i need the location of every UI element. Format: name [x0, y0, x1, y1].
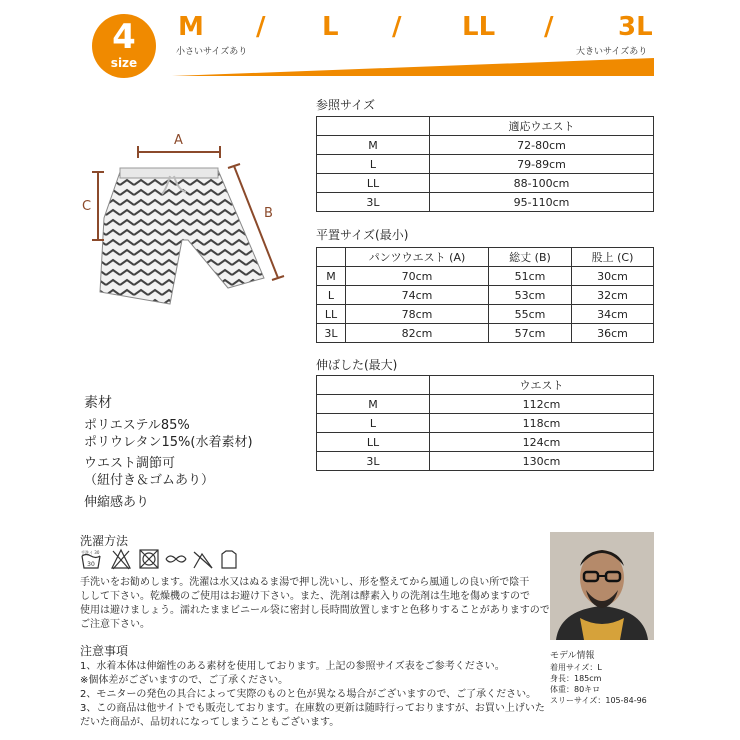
- column-header: 総丈 (B): [489, 248, 572, 267]
- flat-size-table: [316, 247, 654, 343]
- no-tumble-dry-icon: [138, 548, 160, 570]
- model-photo: [550, 532, 654, 640]
- table-row: LL 124cm: [317, 433, 654, 452]
- model-weight: 体重：80キロ: [550, 685, 601, 694]
- size-separator: /: [392, 12, 402, 42]
- stretch-size-title: 伸ばした(最大): [316, 358, 398, 372]
- flat-size-title: 平置サイズ(最小): [316, 228, 409, 242]
- notes-line: 3、この商品は他サイトでも販売しております。在庫数の更新は随時行っておりますが、お買い上げいた: [80, 703, 545, 714]
- badge-unit: size: [110, 56, 138, 70]
- reference-size-table: [316, 116, 654, 212]
- wring-gently-icon: [164, 548, 188, 570]
- model-info-title: モデル情報: [550, 651, 595, 661]
- badge-number: 4: [112, 17, 136, 57]
- measure-label-b: B: [264, 206, 273, 221]
- size-scale-wedge: [172, 58, 654, 76]
- svg-text:30: 30: [87, 561, 95, 568]
- column-header: パンツウエスト (A): [346, 248, 489, 267]
- washing-text-line: ご注意下さい。: [80, 619, 150, 630]
- notes-line: 1、水着本体は伸縮性のある素材を使用しております。上記の参照サイズ表をご参考ください。: [80, 661, 505, 672]
- size-label-l: L: [322, 12, 339, 42]
- model-three-size: スリーサイズ：105-84-96: [550, 696, 647, 705]
- model-height: 身長：185cm: [550, 674, 602, 683]
- column-header: 股上 (C): [572, 248, 654, 267]
- measure-label-c: C: [82, 199, 92, 214]
- notes-line: だいた商品が、品切れになってしまうこともございます。: [80, 717, 340, 728]
- material-drawstring: （紐付き＆ゴムあり）: [84, 473, 215, 488]
- material-polyester: ポリエステル85%: [84, 418, 190, 433]
- table-row: [317, 376, 654, 395]
- table-row: 3L 130cm: [317, 452, 654, 471]
- notes-title: 注意事項: [80, 644, 129, 658]
- washing-text-line: しして下さい。乾燥機のご使用はお避け下さい。また、洗剤は酵素入りの洗剤は生地を傷めますので: [80, 591, 530, 602]
- no-dry-clean-icon: [192, 548, 214, 570]
- size-label-ll: LL: [462, 12, 496, 42]
- size-label-3l: 3L: [618, 12, 653, 42]
- size-separator: /: [544, 12, 554, 42]
- material-adjustable: ウエスト調節可: [84, 456, 176, 471]
- model-wear-size: 着用サイズ：L: [550, 663, 602, 672]
- table-row: M 70cm 51cm 30cm: [317, 267, 654, 286]
- measure-label-a: A: [174, 133, 183, 148]
- table-row: [317, 248, 654, 267]
- material-polyurethane: ポリウレタン15%(水着素材): [84, 435, 253, 450]
- table-row: LL 78cm 55cm 34cm: [317, 305, 654, 324]
- large-size-note: 大きいサイズあり: [576, 47, 648, 57]
- table-row: L 79-89cm: [317, 155, 654, 174]
- size-separator: /: [256, 12, 266, 42]
- table-row: L 118cm: [317, 414, 654, 433]
- no-bleach-icon: [110, 548, 132, 570]
- notes-line: 2、モニターの発色の具合によって実際のものと色が異なる場合がございますので、ご了承ください。: [80, 689, 537, 700]
- column-header: ウエスト: [430, 376, 654, 395]
- notes-line: ※個体差がございますので、ご了承ください。: [80, 675, 289, 686]
- table-row: M 72-80cm: [317, 136, 654, 155]
- care-icons: [80, 548, 240, 572]
- table-row: LL 88-100cm: [317, 174, 654, 193]
- washing-text-line: 手洗いをお勧めします。洗濯は水又はぬるま湯で押し洗いし、形を整えてから風通しの良い所で陰干: [80, 577, 530, 588]
- care-icon-label: 手洗イ 30: [81, 550, 100, 555]
- washing-text-line: 使用は避けましょう。濡れたままビニール袋に密封し長時間放置しますと色移りすることがありますので: [80, 605, 550, 616]
- reference-size-title: 参照サイズ: [316, 98, 376, 112]
- size-label-m: M: [178, 12, 204, 42]
- material-stretch: 伸縮感あり: [84, 495, 150, 510]
- stretch-size-table: [316, 375, 654, 471]
- table-row: M 112cm: [317, 395, 654, 414]
- table-row: 3L 82cm 57cm 36cm: [317, 324, 654, 343]
- table-row: [317, 117, 654, 136]
- small-size-note: 小さいサイズあり: [176, 47, 248, 57]
- column-header: 適応ウエスト: [430, 117, 654, 136]
- washing-title: 洗濯方法: [80, 534, 129, 548]
- material-title: 素材: [84, 395, 112, 411]
- table-row: 3L 95-110cm: [317, 193, 654, 212]
- table-row: L 74cm 53cm 32cm: [317, 286, 654, 305]
- shorts-illustration: [78, 128, 298, 328]
- size-count-badge: [92, 14, 156, 78]
- hang-dry-icon: [218, 548, 240, 570]
